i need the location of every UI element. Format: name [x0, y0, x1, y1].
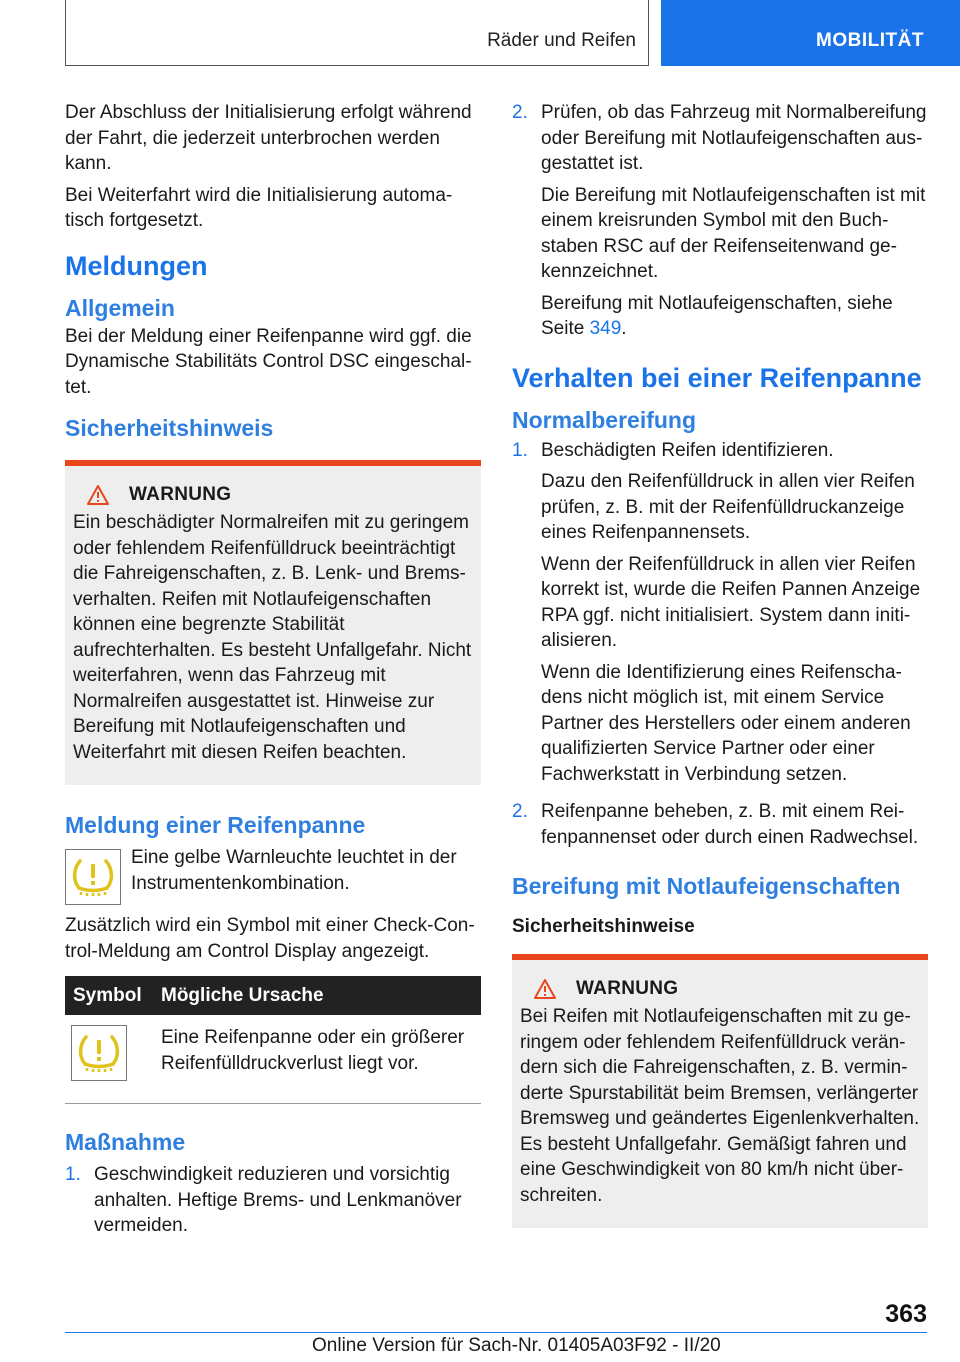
steps-list: [65, 1162, 481, 1245]
heading-sicherheitshinweise: Sicherheitshinweise: [512, 916, 695, 937]
step-text: Wenn die Identifizierung eines Reifenschadens nicht möglich ist, mit einem Service Partner des Herstellers oder einem anderen qualifizierten Service Partner oder einer Fachwerkstatt in Verbindung setzen.: [541, 661, 911, 785]
list-item: [512, 100, 928, 348]
table-cell-symbol: [65, 1015, 153, 1104]
steps-list: [512, 438, 928, 857]
table-cell-cause: Eine Reifenpanne oder ein größerer Reifenfülldruckverlust liegt vor.: [153, 1015, 481, 1104]
heading-meldungen: Meldungen: [65, 250, 208, 281]
heading-normalbereifung: Normalbereifung: [512, 406, 697, 433]
heading-meldung-reifenpanne: Meldung einer Reifenpanne: [65, 812, 366, 838]
step-number: 1.: [512, 439, 528, 461]
step-text: Dazu den Reifenfülldruck in allen vier Reifen prüfen, z. B. mit der Reifenfülldruckanzeige eines Reifenpannensets.: [541, 471, 915, 543]
warning-light-row: [65, 845, 481, 905]
footer-text: Online Version für Sach-Nr. 01405A03F92 - II/20: [312, 1335, 721, 1356]
page-number: 363: [885, 1300, 927, 1328]
step-text: Beschädigten Reifen identifizieren.: [541, 439, 834, 461]
heading-sicherheitshinweis: Sicherheitshinweis: [65, 415, 274, 441]
list-item: [65, 1162, 481, 1245]
symbol-table: [65, 976, 481, 1104]
page-header: [0, 0, 960, 66]
chapter-header-box: [65, 0, 649, 66]
steps-list: [512, 100, 928, 348]
table-row: [65, 1015, 481, 1104]
paragraph: Bei der Meldung einer Reifenpanne wird ggf. die Dynamische Stabilitäts Control DSC eingeschaltet.: [65, 325, 472, 398]
heading-notlaufeigenschaften: Bereifung mit Notlaufeigenschaften: [512, 873, 901, 899]
table-header-row: [65, 976, 481, 1015]
table-header-cause: Mögliche Ursache: [153, 976, 481, 1015]
paragraph: Der Abschluss der Initialisierung erfolgt während der Fahrt, die jederzeit unterbrochen werden kann.: [65, 102, 472, 174]
step-text-part: Bereifung mit Notlaufeigenschaften, siehe Seite: [541, 292, 893, 339]
tpms-icon-frame: [71, 1025, 127, 1081]
tire-pressure-warning-icon: [71, 857, 115, 897]
page-link[interactable]: 349: [589, 318, 622, 339]
step-text: Reifenpanne beheben, z. B. mit einem Reifenpannenset oder durch einen Radwechsel.: [541, 801, 919, 848]
step-number: 1.: [65, 1164, 81, 1185]
chapter-tab-label: MOBILITÄT: [816, 30, 924, 51]
warning-box: [512, 954, 928, 1228]
warning-header: [534, 978, 920, 1000]
step-number: 2.: [512, 102, 528, 123]
paragraph: Zusätzlich wird ein Symbol mit einer Check-Control-Meldung am Control Display angezeigt.: [65, 915, 475, 962]
tire-pressure-warning-icon: [77, 1033, 121, 1073]
right-column: [512, 100, 928, 1228]
step-text: Prüfen, ob das Fahrzeug mit Normalbereifung oder Bereifung mit Notlaufeigenschaften ausgestattet ist.: [541, 102, 927, 174]
page-footer: [0, 1290, 960, 1362]
step-number: 2.: [512, 801, 528, 822]
warning-text: Bei Reifen mit Notlaufeigenschaften mit zu geringem oder fehlendem Reifenfülldruck verändern sich die Fahreigenschaften, z. B. verminderte Spurstabilität beim Bremsen, verlängerter Bremsweg und geändertes Eigenlenkverhalten. Es besteht Unfallgefahr. Gemäßigt fahren und eine Geschwindigkeit von 80 km/h nicht überschreiten.: [520, 1006, 920, 1206]
table-header-symbol: Symbol: [65, 976, 153, 1015]
list-item: [512, 438, 928, 794]
heading-verhalten: Verhalten bei einer Reifenpanne: [512, 362, 922, 393]
left-column: [65, 100, 481, 1251]
step-text: [541, 291, 928, 342]
warning-box: [65, 460, 481, 785]
list-item: [512, 799, 928, 856]
warning-light-text: Eine gelbe Warnleuchte leuchtet in der Instrumentenkombination.: [131, 847, 457, 894]
warning-title: WARNUNG: [576, 978, 679, 999]
footer-divider: [65, 1332, 927, 1333]
warning-triangle-icon: [534, 979, 556, 999]
tpms-icon-frame: [65, 849, 121, 905]
warning-text: Ein beschädigter Normalreifen mit zu geringem oder fehlendem Reifenfülldruck beeinträchtigt die Fahreigenschaften, z. B. Lenk- und Bremsverhalten. Reifen mit Notlaufeigenschaften können eine begrenzte Stabilität aufrechterhalten. Es besteht Unfallgefahr. Nicht weiterfahren, wenn das Fahrzeug mit Normalreifen ausgestattet ist. Hinweise zur Bereifung mit Notlaufeigenschaften und Weiterfahrt mit diesen Reifen beachten.: [73, 512, 472, 763]
step-text-part: .: [621, 318, 627, 339]
section-title: Räder und Reifen: [487, 30, 636, 51]
paragraph: Bei Weiterfahrt wird die Initialisierung automatisch fortgesetzt.: [65, 184, 453, 231]
warning-triangle-icon: [87, 485, 109, 505]
step-text: Geschwindigkeit reduzieren und vorsichtig anhalten. Heftige Brems- und Lenkmanöver vermeiden.: [94, 1164, 462, 1236]
chapter-tab: [661, 0, 960, 66]
step-text: Wenn der Reifenfülldruck in allen vier Reifen korrekt ist, wurde die Reifen Pannen Anzeige RPA ggf. nicht initialisiert. System dann initialisieren.: [541, 553, 921, 651]
heading-allgemein: Allgemein: [65, 294, 175, 321]
step-text: Die Bereifung mit Notlaufeigenschaften ist mit einem kreisrunden Symbol mit den Buchstaben RSC auf der Reifenseitenwand gekennzeichnet.: [541, 184, 926, 282]
warning-header: [87, 484, 473, 506]
warning-title: WARNUNG: [129, 484, 232, 505]
heading-massnahme: Maßnahme: [65, 1129, 186, 1155]
